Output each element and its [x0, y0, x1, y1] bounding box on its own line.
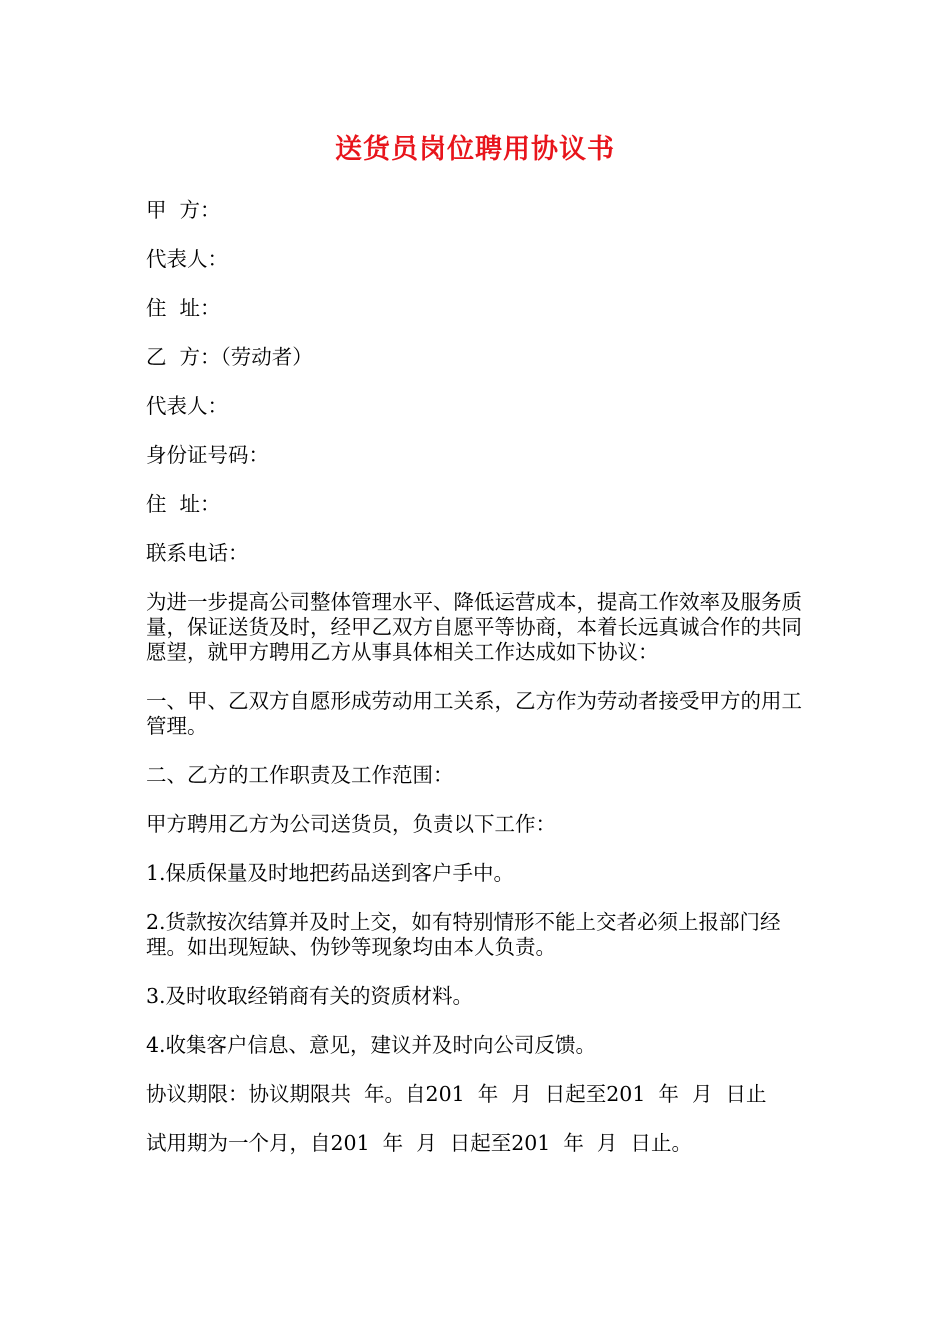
field-party-b: 乙 方：（劳动者）	[146, 345, 313, 369]
paragraph-probation: 试用期为一个月，自201 年 月 日起至201 年 月 日止。	[146, 1131, 692, 1155]
paragraph-preamble: 为进一步提高公司整体管理水平、降低运营成本，提高工作效率及服务质量，保证送货及时，经甲乙双方自愿平等协商，本着长远真诚合作的共同愿望，就甲方聘用乙方从事具体相关工作达成如下协议：	[146, 590, 802, 664]
field-party-a: 甲 方：	[146, 198, 221, 222]
field-address-b: 住 址：	[146, 492, 221, 516]
document-body	[146, 198, 810, 1156]
paragraph-duty-1: 1.保质保量及时地把药品送到客户手中。	[146, 861, 515, 885]
paragraph-term: 协议期限：协议期限共 年。自201 年 月 日起至201 年 月 日止	[146, 1082, 767, 1106]
field-representative-b: 代表人：	[146, 394, 228, 418]
document-title: 送货员岗位聘用协议书	[335, 134, 615, 165]
paragraph-duty-3: 3.及时收取经销商有关的资质材料。	[146, 984, 474, 1008]
paragraph-duty-2: 2.货款按次结算并及时上交，如有特别情形不能上交者必须上报部门经理。如出现短缺、伪钞等现象均由本人负责。	[146, 910, 781, 959]
field-phone: 联系电话：	[146, 541, 249, 565]
field-id-number: 身份证号码：	[146, 443, 269, 467]
field-representative-a: 代表人：	[146, 247, 228, 271]
paragraph-clause-2-heading: 二、乙方的工作职责及工作范围：	[146, 763, 454, 787]
paragraph-duty-4: 4.收集客户信息、意见，建议并及时向公司反馈。	[146, 1033, 597, 1057]
paragraph-duties-intro: 甲方聘用乙方为公司送货员，负责以下工作：	[146, 812, 556, 836]
paragraph-clause-1: 一、甲、乙双方自愿形成劳动用工关系，乙方作为劳动者接受甲方的用工管理。	[146, 689, 802, 738]
field-address-a: 住 址：	[146, 296, 221, 320]
